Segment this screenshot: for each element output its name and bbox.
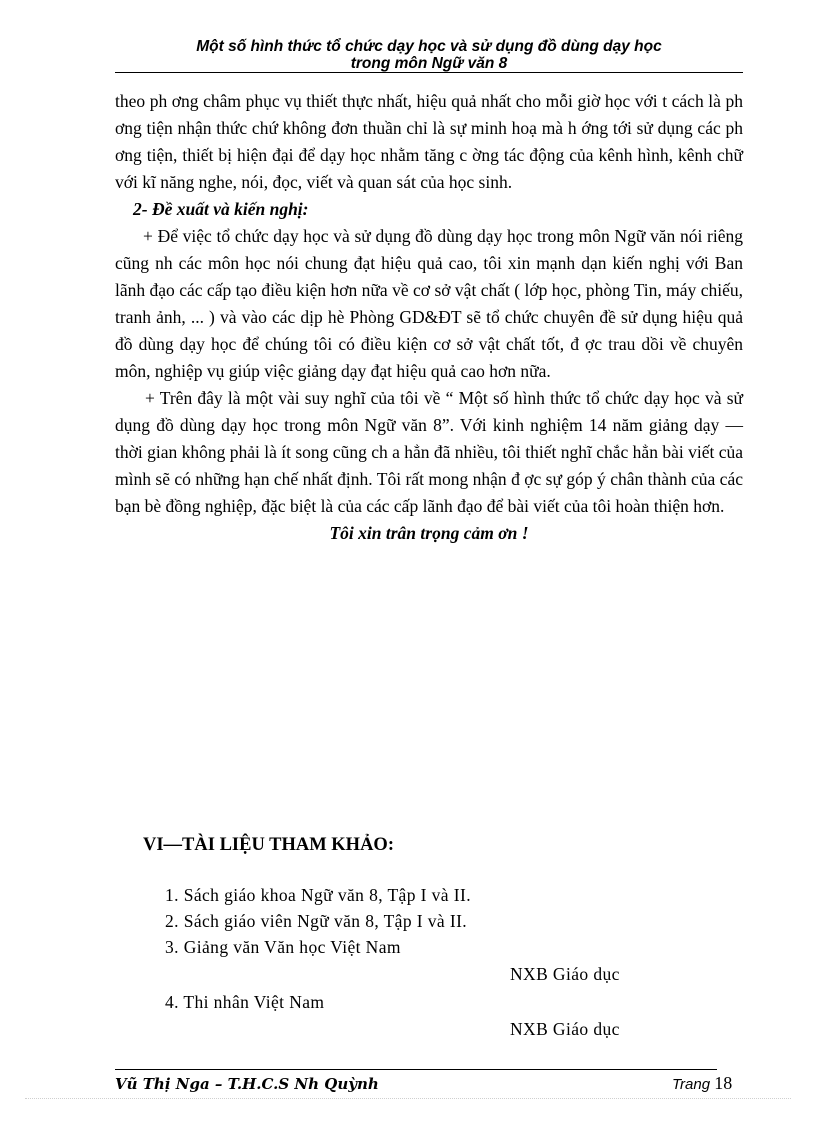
paragraph-proposal: + Để việc tổ chức dạy học và sử dụng đồ dùng dạy học trong môn Ngữ văn nói riêng cũng nh các môn học nói chung đạt hiệu quả cao, tôi xin mạnh dạn kiến nghị với Ban lãnh đạo các cấp tạo điều kiện hơn nữa về cơ sở vật chất ( lớp học, phòng Tin, máy chiếu, tranh ảnh, ... ) và vào các dịp hè Phòng GD&ĐT sẽ tổ chức chuyên đề sử dụng hiệu quả đồ dùng dạy học để chúng tôi có điều kiện cơ sở vật chất tốt, đ ợc trau dồi về chuyên môn, nghiệp vụ giúp việc giảng dạy đạt hiệu quả cao hơn nữa. (115, 226, 743, 381)
footer-page-indicator (672, 1073, 732, 1094)
footer-author: Vũ Thị Nga – T.H.C.S Nh Quỳnh (115, 1075, 379, 1093)
reference-3-publisher: NXB Giáo dục (510, 964, 620, 984)
header-divider (115, 72, 743, 73)
footer-page-number: 18 (714, 1073, 733, 1093)
paragraph-conclusion: + Trên đây là một vài suy nghĩ của tôi về “ Một số hình thức tổ chức dạy học và sử dụng đồ dùng dạy học trong môn Ngữ văn 8”. Với kinh nghiệm 14 năm giảng dạy — thời gian không phải là ít song cũng ch a hẳn đã nhiều, tôi thiết nghĩ chắc hẳn bài viết của mình sẽ có những hạn chế nhất định. Tôi rất mong nhận đ ợc sự góp ý chân thành của các bạn bè đồng nghiệp, đặc biệt là của các cấp lãnh đạo để bài viết của tôi hoàn thiện hơn. (115, 388, 743, 516)
references-list (165, 882, 725, 1044)
footer-divider (115, 1069, 717, 1070)
reference-item-2: 2. Sách giáo viên Ngữ văn 8, Tập I và II. (165, 911, 468, 931)
section-heading-proposals: 2- Đề xuất và kiến nghị: (133, 199, 309, 219)
footer-page-label: Trang (672, 1076, 711, 1093)
reference-item-4: 4. Thi nhân Việt Nam (165, 992, 325, 1012)
header-title-line-1: Một số hình thức tổ chức dạy học và sử dụng đồ dùng dạy học (196, 38, 662, 55)
reference-4-publisher: NXB Giáo dục (510, 1019, 620, 1039)
header-title-line-2: trong môn Ngữ văn 8 (350, 55, 508, 72)
thanks-line: Tôi xin trân trọng cảm ơn ! (329, 523, 529, 543)
paragraph-intro: theo ph ơng châm phục vụ thiết thực nhất, hiệu quả nhất cho mỗi giờ học với t cách là ph ơng tiện nhận thức chứ không đơn thuần chỉ là sự minh hoạ mà h ớng tới sử dụng các ph ơng tiện, thiết bị hiện đại để dạy học nhằm tăng c ờng tác động của kênh hình, kênh chữ với kĩ năng nghe, nói, đọc, viết và quan sát của học sinh. (115, 91, 743, 192)
page-bottom-rule (25, 1098, 791, 1099)
references-heading: VI—TÀI LIỆU THAM KHẢO: (143, 835, 394, 855)
page-header-title (115, 38, 743, 72)
reference-item-3: 3. Giảng văn Văn học Việt Nam (165, 937, 401, 957)
reference-item-1: 1. Sách giáo khoa Ngữ văn 8, Tập I và II. (165, 885, 471, 905)
document-body (115, 88, 743, 547)
